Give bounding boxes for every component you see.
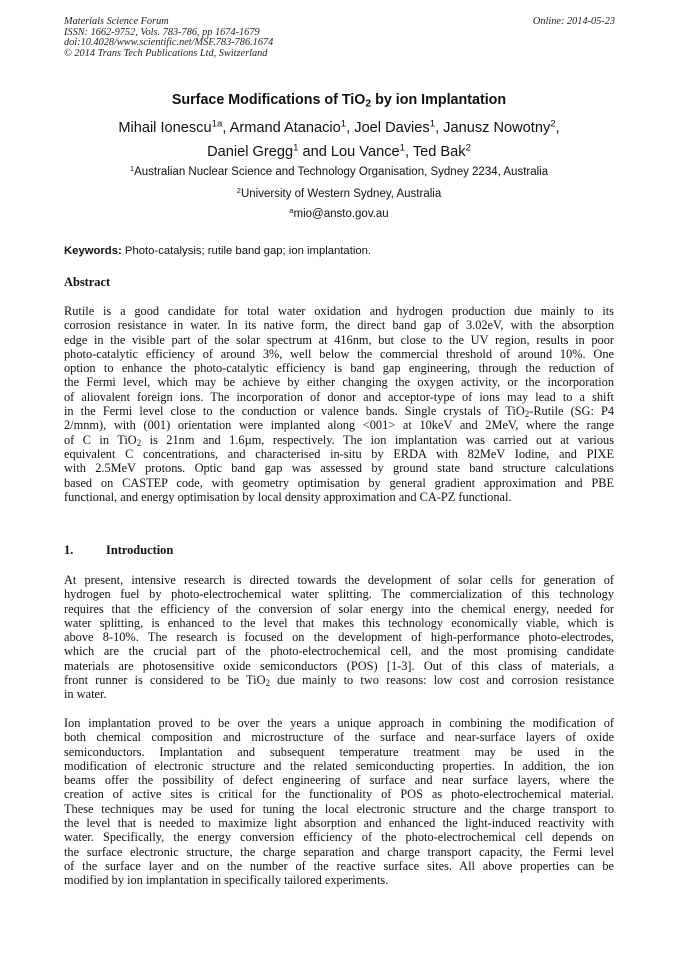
author-line xyxy=(0,140,678,164)
text-line: equivalent C concentrations, and characterised in-situ by ERDA with 82MeV Iodine, and PIXE xyxy=(64,446,614,461)
author-name: Lou Vance xyxy=(330,144,400,160)
affiliation-marker: 2 xyxy=(236,185,241,195)
text-line: requires that the efficiency of the conversion of solar energy into the chemical energy, needed for xyxy=(64,601,614,616)
author-affiliation-marker: 2 xyxy=(465,142,471,154)
text-line: option to enhance the photo-catalytic efficiency is band gap engineering, through the reduction of xyxy=(64,361,614,376)
title-text: Surface Modifications of TiO xyxy=(171,92,366,108)
title-text-end: by ion Implantation xyxy=(371,92,507,108)
author-separator: , xyxy=(555,120,560,136)
author-name: Joel Davies xyxy=(354,120,430,136)
text-line: semiconductors. Implantation and subsequent temperature treatment may be used in the xyxy=(64,744,614,759)
author-separator: , xyxy=(346,120,355,136)
abstract-body xyxy=(64,304,614,504)
title-subscript: 2 xyxy=(365,98,372,110)
affiliation-1 xyxy=(0,163,678,178)
author-name: Janusz Nowotny xyxy=(443,120,551,136)
text-line: with 2.5MeV protons. Optic band gap was assessed by ground state band structure calculations xyxy=(64,461,614,476)
keywords-label: Keywords: xyxy=(64,245,122,257)
author-affiliation-marker: 1a xyxy=(211,118,223,130)
text-line: the level that is needed to maximize light absorption and enhanced the light-induced reactivity with xyxy=(64,816,614,831)
keywords-text: Photo-catalysis; rutile band gap; ion implantation. xyxy=(124,245,372,257)
email-text[interactable]: mio@ansto.gov.au xyxy=(293,208,389,220)
text-line: of aliovalent foreign ions. The incorporation of donor and acceptor-type of ions may lead to a shift xyxy=(64,389,614,404)
author-separator: , xyxy=(435,120,444,136)
keywords xyxy=(64,245,371,257)
text-line: water. Specifically, the energy conversion efficiency of the photo-electrochemical cell depends on xyxy=(64,830,614,845)
paper-title xyxy=(0,92,678,108)
text-line: beams offer the possibility of defect engineering of surface and near surface layers, where the xyxy=(64,773,614,788)
online-date: Online: 2014-05-23 xyxy=(532,16,615,27)
affiliation-text: University of Western Sydney, Australia xyxy=(240,188,442,200)
text-line: based on CASTEP code, with geometry optimisation by general gradient approximation and PBE xyxy=(64,475,614,490)
introduction-paragraph-1 xyxy=(64,573,614,702)
text-line: At present, intensive research is directed towards the development of solar cells for generation of xyxy=(64,573,614,587)
affiliation-marker: 1 xyxy=(129,163,135,173)
author-name: Mihail Ionescu xyxy=(118,120,212,136)
author-list xyxy=(0,116,678,164)
author-name: Ted Bak xyxy=(412,144,466,160)
text-line: Ion implantation proved to be over the years a unique approach in combining the modification of xyxy=(64,716,614,730)
author-line xyxy=(0,116,678,140)
author-separator: and xyxy=(298,144,331,160)
author-affiliation-marker: 1 xyxy=(399,142,405,154)
section-title: Introduction xyxy=(106,543,174,557)
email-marker: a xyxy=(289,205,294,215)
author-separator: , xyxy=(404,144,413,160)
text-line: water splitting, is enhanced to the level that makes this technology economically viable, which is xyxy=(64,615,614,630)
section-number: 1. xyxy=(64,543,74,557)
text-line: These techniques may be used for tuning the local electronic structure and the charge transport to xyxy=(64,801,614,816)
author-separator: , xyxy=(222,120,230,136)
affiliation-text: Australian Nuclear Science and Technology Organisation, Sydney 2234, Australia xyxy=(134,166,549,178)
author-affiliation-marker: 2 xyxy=(550,118,556,130)
text-line: above 8-10%. The research is focused on the development of high-performance photo-electrodes, xyxy=(64,630,614,645)
text-line: photo-catalytic efficiency of around 3%, well below the commercial threshold of around 10%. One xyxy=(64,346,614,361)
text-line: of the surface layer and on the number of the reactive surface sites. All above properties can be xyxy=(64,858,614,873)
text-line: 2/mnm), with (001) orientation were implanted along <001> at 10keV and 2MeV, where the range xyxy=(64,418,614,433)
text-line: modification of electronic structure and the related semiconducting properties. In addition, the ion xyxy=(64,758,614,773)
issn-line: ISSN: 1662-9752, Vols. 783-786, pp 1674-1679 xyxy=(64,26,260,38)
text-line: hydrogen fuel by photo-electrochemical water splitting. The commercialization of this technology xyxy=(64,587,614,602)
text-line: in the Fermi level close to the conduction or valence bands. Single crystals of TiO$_2$-Rutile (SG: P4 xyxy=(64,404,614,420)
text-line: the Fermi level, which may be achieve by either changing the oxygen activity, or the incorporation xyxy=(64,375,614,390)
text-line: corrosion resistance in water. In its native form, the direct band gap of 3.02eV, with the absorption xyxy=(64,318,614,333)
journal-header xyxy=(64,17,273,59)
corresponding-email xyxy=(0,205,678,220)
text-line: both chemical composition and microstructure of the surface and near-surface layers of oxide xyxy=(64,730,614,745)
text-line: modified by ion implantation in specifically tailored experiments. xyxy=(64,873,389,888)
author-name: Daniel Gregg xyxy=(207,144,294,160)
journal-name: Materials Science Forum xyxy=(64,16,169,27)
affiliation-2 xyxy=(0,185,678,200)
text-line: in water. xyxy=(64,687,107,702)
text-line: of C in TiO$_2$ is 21nm and 1.6µm, respectively. The ion implantation was carried out at various xyxy=(64,432,615,448)
author-affiliation-marker: 1 xyxy=(340,118,347,130)
text-line: edge in the visible part of the solar spectrum at 416nm, but close to the UV region, results in poor xyxy=(64,332,614,347)
author-affiliation-marker: 1 xyxy=(293,142,299,154)
text-line: which are the crucial part of the photo-electrochemical cell, and the most promising candidate xyxy=(64,644,614,659)
text-line: creation of active sites is critical for the functionality of POS as photo-electrochemical material. xyxy=(64,787,614,802)
author-affiliation-marker: 1 xyxy=(429,118,436,130)
text-line: front runner is considered to be TiO$_2$ due mainly to two reasons: low cost and corrosion resistance xyxy=(64,673,614,689)
introduction-paragraph-2 xyxy=(64,716,614,888)
introduction-heading xyxy=(64,543,173,558)
doi-line: doi:10.4028/www.scientific.net/MSF.783-786.1674 xyxy=(64,37,274,49)
abstract-heading: Abstract xyxy=(64,275,111,289)
copyright-line: © 2014 Trans Tech Publications Ltd, Switzerland xyxy=(64,47,268,59)
text-line: materials are photosensitive oxide semiconductors (POS) [1-3]. Out of this class of materials, a xyxy=(64,658,614,673)
text-line: Rutile is a good candidate for total water oxidation and hydrogen production due mainly to its xyxy=(64,304,614,318)
author-name: Armand Atanacio xyxy=(229,120,341,136)
text-line: functional, and energy optimisation by local density approximation and CA-PZ functional. xyxy=(64,489,512,504)
text-line: the surface electronic structure, the charge separation and charge transport capacity, the Fermi level xyxy=(64,844,614,859)
